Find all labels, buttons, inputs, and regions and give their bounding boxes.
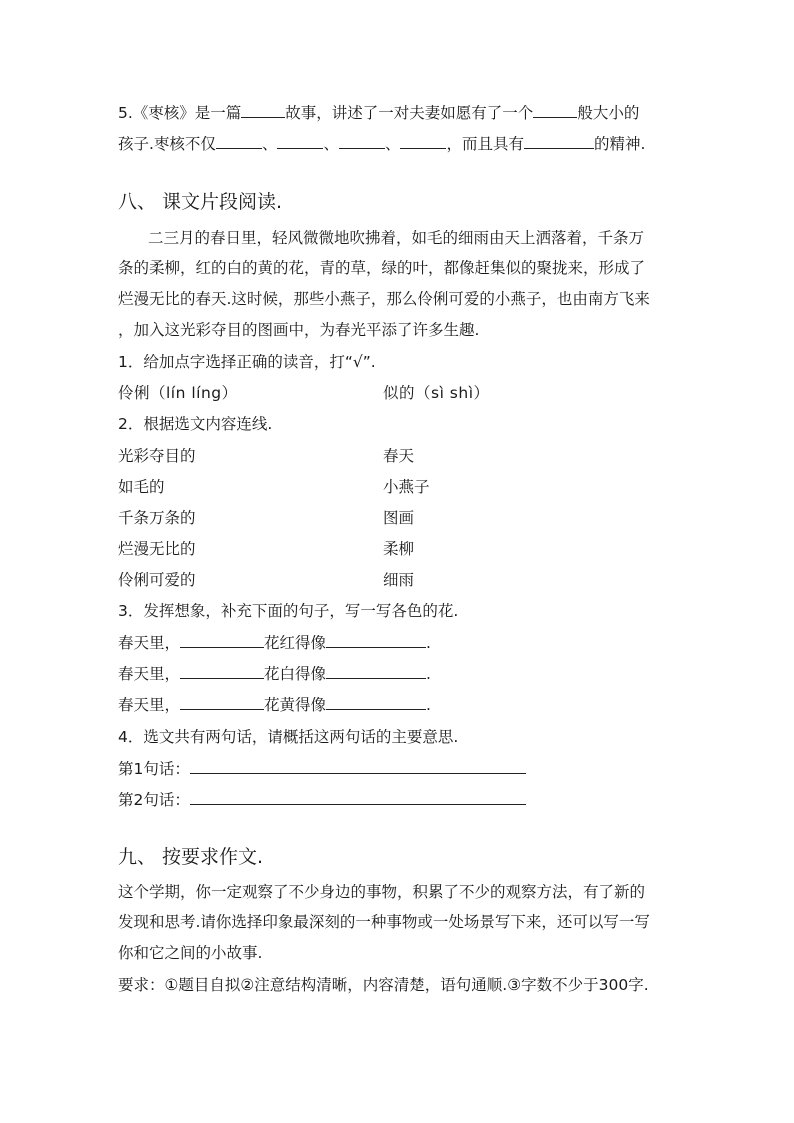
q4-sentence-2 [118, 790, 526, 810]
passage-line-4: ，加入这光彩夺目的图画中，为春光平添了许多生趣. [118, 321, 480, 339]
passage-line-2: 条的柔柳，红的白的黄的花，青的草，绿的叶，都像赶集似的聚拢来，形成了 [118, 259, 646, 277]
q3-sentence-white [118, 664, 431, 684]
q5-blank-size[interactable] [533, 103, 577, 118]
match-left-item[interactable]: 光彩夺目的 [118, 447, 196, 465]
q3-mid: 花红得像 [264, 634, 327, 652]
q4-blank-2[interactable] [190, 790, 526, 805]
q3-end: . [426, 665, 431, 683]
passage-line-1: 二三月的春日里，轻风微微地吹拂着，如毛的细雨由天上洒落着，千条万 [148, 229, 645, 247]
q3-sentence-yellow [118, 695, 431, 715]
q5-blank-genre[interactable] [241, 103, 285, 118]
q4-blank-1[interactable] [190, 759, 526, 774]
match-right-item[interactable]: 春天 [383, 447, 415, 465]
q5-separator: 、 [384, 135, 401, 153]
q3-lead: 春天里， [118, 665, 181, 683]
q3-blank-flower[interactable] [180, 695, 264, 710]
q5-blank-trait-3[interactable] [339, 134, 385, 149]
match-left-item[interactable]: 烂漫无比的 [118, 540, 196, 558]
q3-blank-simile[interactable] [326, 695, 426, 710]
q3-sentence-red [118, 633, 431, 653]
q5-line-1 [118, 103, 639, 123]
q5-line-2 [118, 134, 645, 154]
q3-mid: 花黄得像 [264, 696, 327, 714]
q3-end: . [426, 634, 431, 652]
q3-mid: 花白得像 [264, 665, 327, 683]
q4-label: 第2句话： [118, 791, 190, 809]
q5-blank-spirit[interactable] [524, 134, 594, 149]
q3-blank-flower[interactable] [180, 664, 264, 679]
q3-prompt: 3．发挥想象，补充下面的句子，写一写各色的花. [118, 602, 459, 620]
q5-blank-trait-2[interactable] [277, 134, 323, 149]
q3-lead: 春天里， [118, 634, 181, 652]
match-left-item[interactable]: 千条万条的 [118, 509, 196, 527]
essay-requirement: 要求：①题目自拟②注意结构清晰，内容清楚，语句通顺.③字数不少于300字. [118, 976, 649, 994]
q5-text-d: 孩子.枣核不仅 [118, 135, 216, 153]
q1-prompt: 1．给加点字选择正确的读音，打“√”. [118, 353, 376, 371]
section-9-title: 九、 按要求作文. [118, 846, 264, 868]
q5-text-e: ，而且具有 [446, 135, 524, 153]
q3-blank-flower[interactable] [180, 633, 264, 648]
match-left-item[interactable]: 伶俐可爱的 [118, 571, 196, 589]
q4-prompt: 4．选文共有两句话，请概括这两句话的主要意思. [118, 728, 459, 746]
q2-prompt: 2．根据选文内容连线. [118, 415, 273, 433]
q3-blank-simile[interactable] [326, 664, 426, 679]
q5-blank-trait-1[interactable] [216, 134, 262, 149]
essay-prompt-line-3: 你和它之间的小故事. [118, 944, 263, 962]
q5-text-c: 般大小的 [577, 104, 640, 122]
q3-blank-simile[interactable] [326, 633, 426, 648]
match-right-item[interactable]: 图画 [383, 509, 415, 527]
q5-separator: 、 [323, 135, 339, 153]
q1-option-side[interactable]: 似的（sì shì） [383, 384, 490, 402]
q5-text-a: 5.《枣核》是一篇 [118, 104, 242, 122]
q3-lead: 春天里， [118, 696, 181, 714]
q1-option-linli[interactable]: 伶俐（lín líng） [118, 384, 238, 402]
q5-separator: 、 [261, 135, 278, 153]
passage-line-3: 烂漫无比的春天.这时候，那些小燕子，那么伶俐可爱的小燕子，也由南方飞来 [118, 290, 650, 308]
q5-blank-trait-4[interactable] [400, 134, 446, 149]
q4-sentence-1 [118, 759, 526, 779]
q3-end: . [426, 696, 431, 714]
match-right-item[interactable]: 小燕子 [383, 478, 430, 496]
match-right-item[interactable]: 柔柳 [383, 540, 415, 558]
q4-label: 第1句话： [118, 760, 190, 778]
q5-text-f: 的精神. [594, 135, 646, 153]
section-8-title: 八、 课文片段阅读. [118, 191, 283, 213]
match-left-item[interactable]: 如毛的 [118, 478, 165, 496]
essay-prompt-line-1: 这个学期，你一定观察了不少身边的事物，积累了不少的观察方法，有了新的 [118, 883, 646, 901]
match-right-item[interactable]: 细雨 [383, 571, 415, 589]
q5-text-b: 故事，讲述了一对夫妻如愿有了一个 [285, 104, 534, 122]
essay-prompt-line-2: 发现和思考.请你选择印象最深刻的一种事物或一处场景写下来，还可以写一写 [118, 913, 650, 931]
